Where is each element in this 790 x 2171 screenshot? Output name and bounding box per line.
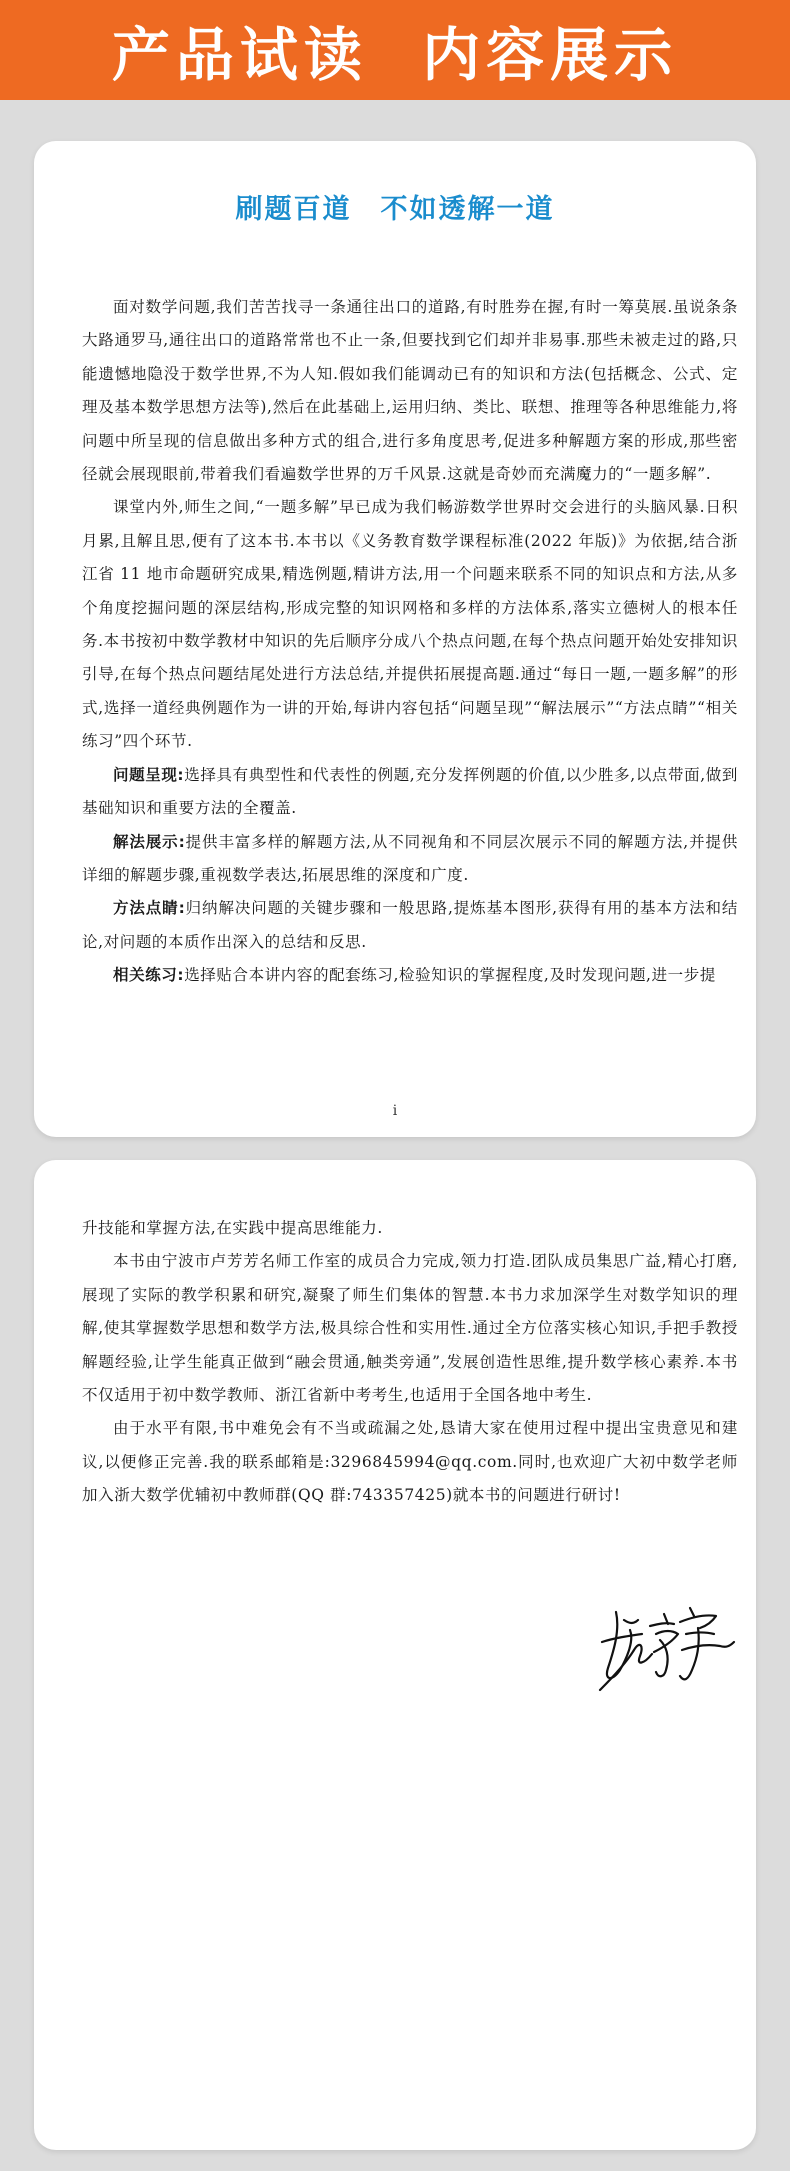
page-2-body [82,1212,738,1513]
item-text: 归纳解决问题的关键步骤和一般思路,提炼基本图形,获得有用的基本方法和结论,对问题的本质作出深入的总结和反思. [82,899,738,951]
item-label: 解法展示: [113,832,186,851]
item-text: 选择贴合本讲内容的配套练习,检验知识的掌握程度,及时发现问题,进一步提 [184,966,716,985]
document-page-2 [34,1160,756,2150]
document-title: 刷题百道 不如透解一道 [235,194,555,225]
document-page-1 [34,141,756,1137]
team-paragraph: 本书由宁波市卢芳芳名师工作室的成员合力完成,领力打造.团队成员集思广益,精心打磨,展现了实际的教学积累和研究,凝聚了师生们集体的智慧.本书力求加深学生对数学知识的理解,使其掌握数学思想和数学方法,极具综合性和实用性.通过全方位落实核心知识,手把手教授解题经验,让学生能真正做到“融会贯通,触类旁通”,发展创造性思维,提升数学核心素养.本书不仅适用于初中数学教师、浙江省新中考考生,也适用于全国各地中考生. [82,1252,738,1405]
section-item-practice [82,959,738,992]
item-text: 选择具有典型性和代表性的例题,充分发挥例题的价值,以少胜多,以点带面,做到基础知识和重要方法的全覆盖. [82,765,738,818]
item-label: 问题呈现: [113,765,185,784]
page-number: i [392,1103,398,1119]
intro-paragraph: 面对数学问题,我们苦苦找寻一条通往出口的道路,有时胜券在握,有时一筹莫展.虽说条条大路通罗马,通往出口的道路常常也不止一条,但要找到它们却并非易事.那些未被走过的路,只能遗憾地隐没于数学世界,不为人知.假如我们能调动已有的知识和方法(包括概念、公式、定理及基本数学思想方法等),然后在此基础上,运用归纳、类比、联想、推理等各种思维能力,将问题中所呈现的信息做出多种方式的组合,进行多角度思考,促进多种解题方案的形成,那些密径就会展现眼前,带着我们看遍数学世界的万千风景.这就是奇妙而充满魔力的“一题多解”. [82,298,738,484]
handwritten-signature [594,1590,744,1700]
item-text: 提供丰富多样的解题方法,从不同视角和不同层次展示不同的解题方法,并提供详细的解题步骤,重视数学表达,拓展思维的深度和广度. [82,832,738,884]
item-label: 方法点睛: [113,899,186,918]
top-banner [0,0,790,100]
banner-title: 产品试读 内容展示 [111,21,679,89]
item-label: 相关练习: [113,966,185,985]
section-item-method [82,892,738,959]
section-item-solutions [82,826,738,893]
page-1-body [82,291,738,993]
continued-text: 升技能和掌握方法,在实践中提高思维能力. [82,1219,383,1237]
section-item-problem [82,759,738,826]
contact-paragraph: 由于水平有限,书中难免会有不当或疏漏之处,恳请大家在使用过程中提出宝贵意见和建议,以便修正完善.我的联系邮箱是:3296845994@qq.com.同时,也欢迎广大初中数学老师加入浙大数学优辅初中教师群(QQ 群:743357425)就本书的问题进行研讨! [82,1419,738,1505]
book-intro-paragraph: 课堂内外,师生之间,“一题多解”早已成为我们畅游数学世界时交会进行的头脑风暴.日积月累,且解且思,便有了这本书.本书以《义务教育数学课程标准(2022 年版)》为依据,结合浙江省 11 地市命题研究成果,精选例题,精讲方法,用一个问题来联系不同的知识点和方法,从多个角度挖掘问题的深层结构,形成完整的知识网格和多样的方法体系,落实立德树人的根本任务.本书按初中数学教材中知识的先后顺序分成八个热点问题,在每个热点问题开始处安排知识引导,在每个热点问题结尾处进行方法总结,并提供拓展提高题.通过“每日一题,一题多解”的形式,选择一道经典例题作为一讲的开始,每讲内容包括“问题呈现”“解法展示”“方法点睛”“相关练习”四个环节. [82,498,738,751]
